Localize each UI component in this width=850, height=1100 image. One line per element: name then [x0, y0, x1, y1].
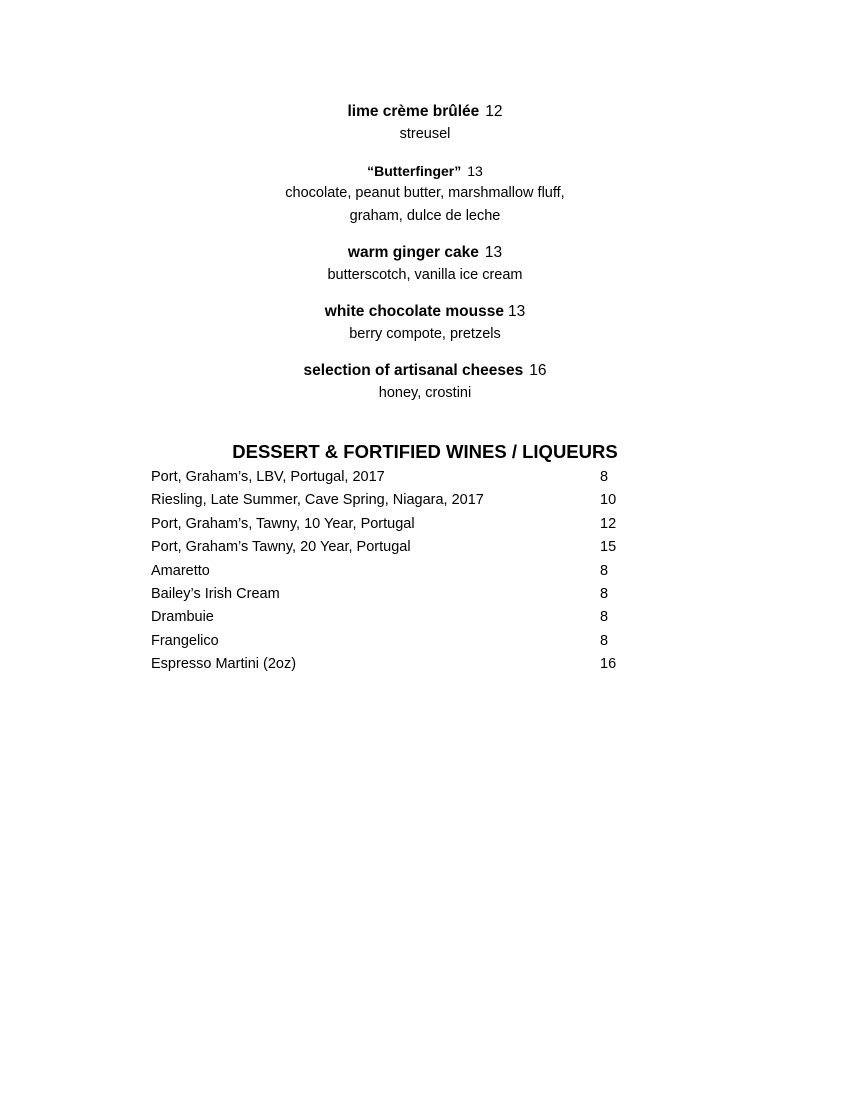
wine-name: Drambuie — [151, 609, 214, 626]
wine-price: 15 — [600, 539, 617, 556]
wine-price: 8 — [600, 469, 609, 485]
wine-name: Port, Graham’s Tawny, 20 Year, Portugal — [151, 539, 411, 556]
dessert-price: 13 — [507, 303, 526, 320]
dessert-name: white chocolate mousse — [324, 303, 504, 320]
wine-price: 8 — [600, 632, 609, 649]
wine-name: Riesling, Late Summer, Cave Spring, Niagara, 2017 — [151, 492, 484, 509]
wine-price: 16 — [600, 656, 617, 673]
wine-row — [151, 489, 671, 512]
dessert-description: chocolate, peanut butter, marshmallow fluff, — [285, 185, 565, 201]
wine-row — [151, 513, 671, 536]
wine-name: Frangelico — [151, 632, 219, 649]
dessert-description: butterscotch, vanilla ice cream — [327, 267, 523, 283]
dessert-title — [0, 360, 850, 382]
dessert-item — [0, 242, 850, 287]
wine-name: Amaretto — [151, 562, 210, 579]
dessert-price: 13 — [467, 163, 483, 179]
wine-list — [151, 466, 671, 677]
wine-row — [151, 466, 671, 489]
dessert-section — [0, 101, 850, 419]
dessert-price: 16 — [529, 362, 547, 379]
wine-price: 8 — [600, 562, 609, 579]
wine-name: Port, Graham’s, LBV, Portugal, 2017 — [151, 469, 385, 485]
dessert-name: lime crème brûlée — [347, 103, 480, 120]
dessert-name: “Butterfinger” — [367, 163, 462, 179]
dessert-item — [0, 160, 850, 228]
wine-row — [151, 653, 671, 676]
dessert-description: honey, crostini — [378, 385, 472, 401]
wine-price: 12 — [600, 515, 617, 532]
dessert-name: selection of artisanal cheeses — [303, 362, 524, 379]
wine-row — [151, 606, 671, 629]
wine-row — [151, 583, 671, 606]
dessert-item — [0, 301, 850, 346]
wine-name: Port, Graham’s, Tawny, 10 Year, Portugal — [151, 515, 415, 532]
wine-name: Bailey’s Irish Cream — [151, 585, 280, 602]
wine-name: Espresso Martini (2oz) — [151, 656, 297, 673]
wine-price: 10 — [600, 492, 617, 509]
dessert-price: 13 — [484, 244, 503, 261]
wine-row — [151, 560, 671, 583]
dessert-description: berry compote, pretzels — [349, 326, 501, 342]
dessert-price: 12 — [485, 103, 503, 120]
wine-row — [151, 630, 671, 653]
dessert-description: graham, dulce de leche — [349, 208, 501, 224]
wine-row — [151, 536, 671, 559]
dessert-title — [0, 242, 850, 264]
dessert-title — [0, 160, 850, 182]
dessert-name: warm ginger cake — [347, 244, 479, 261]
dessert-title — [0, 101, 850, 123]
dessert-title — [0, 301, 850, 323]
dessert-item — [0, 101, 850, 146]
wines-heading: DESSERT & FORTIFIED WINES / LIQUEURS — [232, 441, 618, 462]
dessert-item — [0, 360, 850, 405]
wine-price: 8 — [600, 585, 609, 602]
wine-price: 8 — [600, 609, 609, 626]
dessert-description: streusel — [399, 126, 451, 142]
